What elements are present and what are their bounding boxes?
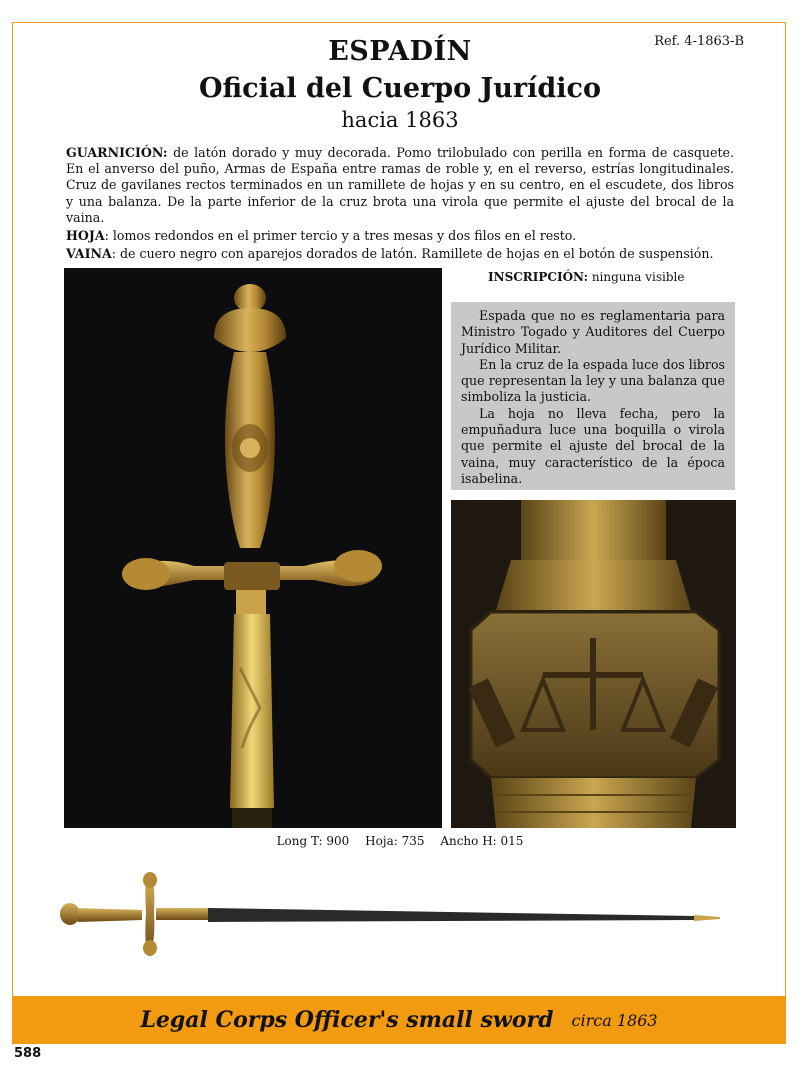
- hoja-text: : lomos redondos en el primer tercio y a tres mesas y dos filos en el resto.: [104, 228, 577, 244]
- page-title: ESPADÍN: [328, 36, 472, 67]
- cross-detail-illustration: [451, 500, 736, 828]
- total-length: Long T: 900: [276, 834, 350, 848]
- inscription-value: ninguna visible: [591, 270, 685, 284]
- guarnicion-label: GUARNICIÓN:: [66, 145, 168, 160]
- note-paragraph-3: La hoja no lleva fecha, pero la empuñadura luce una boquilla o virola que permite el ajuste del brocal de la vaina, muy característico de la época isabelina.: [461, 405, 725, 486]
- english-title: Legal Corps Officer's small sword: [140, 1007, 554, 1033]
- inscription-label: INSCRIPCIÓN:: [488, 270, 588, 284]
- page-number: 588: [14, 1046, 42, 1061]
- reference-code: Ref. 4-1863-B: [654, 34, 744, 49]
- guarnicion-paragraph: [66, 145, 734, 226]
- blade-length: Hoja: 735: [365, 834, 425, 848]
- description-block: [66, 145, 734, 264]
- full-sword-illustration: [54, 866, 734, 962]
- note-paragraph-1: Espada que no es reglamentaria para Ministro Togado y Auditores del Cuerpo Jurídico Militar.: [461, 308, 725, 356]
- vaina-text: : de cuero negro con aparejos dorados de latón. Ramillete de hojas en el botón de suspensión.: [111, 246, 714, 262]
- hilt-illustration: [64, 268, 442, 828]
- guarnicion-text: de latón dorado y muy decorada. Pomo trilobulado con perilla en forma de casquete. En el anverso del puño, Armas de España entre ramas de roble y, en el reverso, estrías longitudinales. Cruz de gavilanes rectos terminados en un ramillete de hojas y en su centro, en el escudete, dos libros y una balanza. De la parte inferior de la cruz brota una virola que permite el ajuste del brocal de la vaina.: [66, 145, 734, 225]
- hoja-paragraph: [66, 228, 734, 244]
- hilt-photo: [64, 268, 442, 828]
- blade-width: Ancho H: 015: [440, 834, 524, 848]
- note-paragraph-2: En la cruz de la espada luce dos libros que representan la ley y una balanza que simboliza la justicia.: [461, 356, 725, 405]
- hoja-label: HOJA: [66, 228, 105, 244]
- footer-banner: [12, 996, 786, 1044]
- vaina-paragraph: [66, 246, 734, 262]
- dimensions-line: [0, 834, 800, 848]
- date-line: hacia 1863: [341, 108, 459, 132]
- vaina-label: VAINA: [66, 246, 112, 262]
- page-subtitle: Oficial del Cuerpo Jurídico: [199, 73, 601, 104]
- cross-detail-photo: [451, 500, 736, 828]
- note-box: [451, 302, 735, 490]
- inscription: [488, 270, 684, 284]
- english-date: circa 1863: [571, 1010, 658, 1030]
